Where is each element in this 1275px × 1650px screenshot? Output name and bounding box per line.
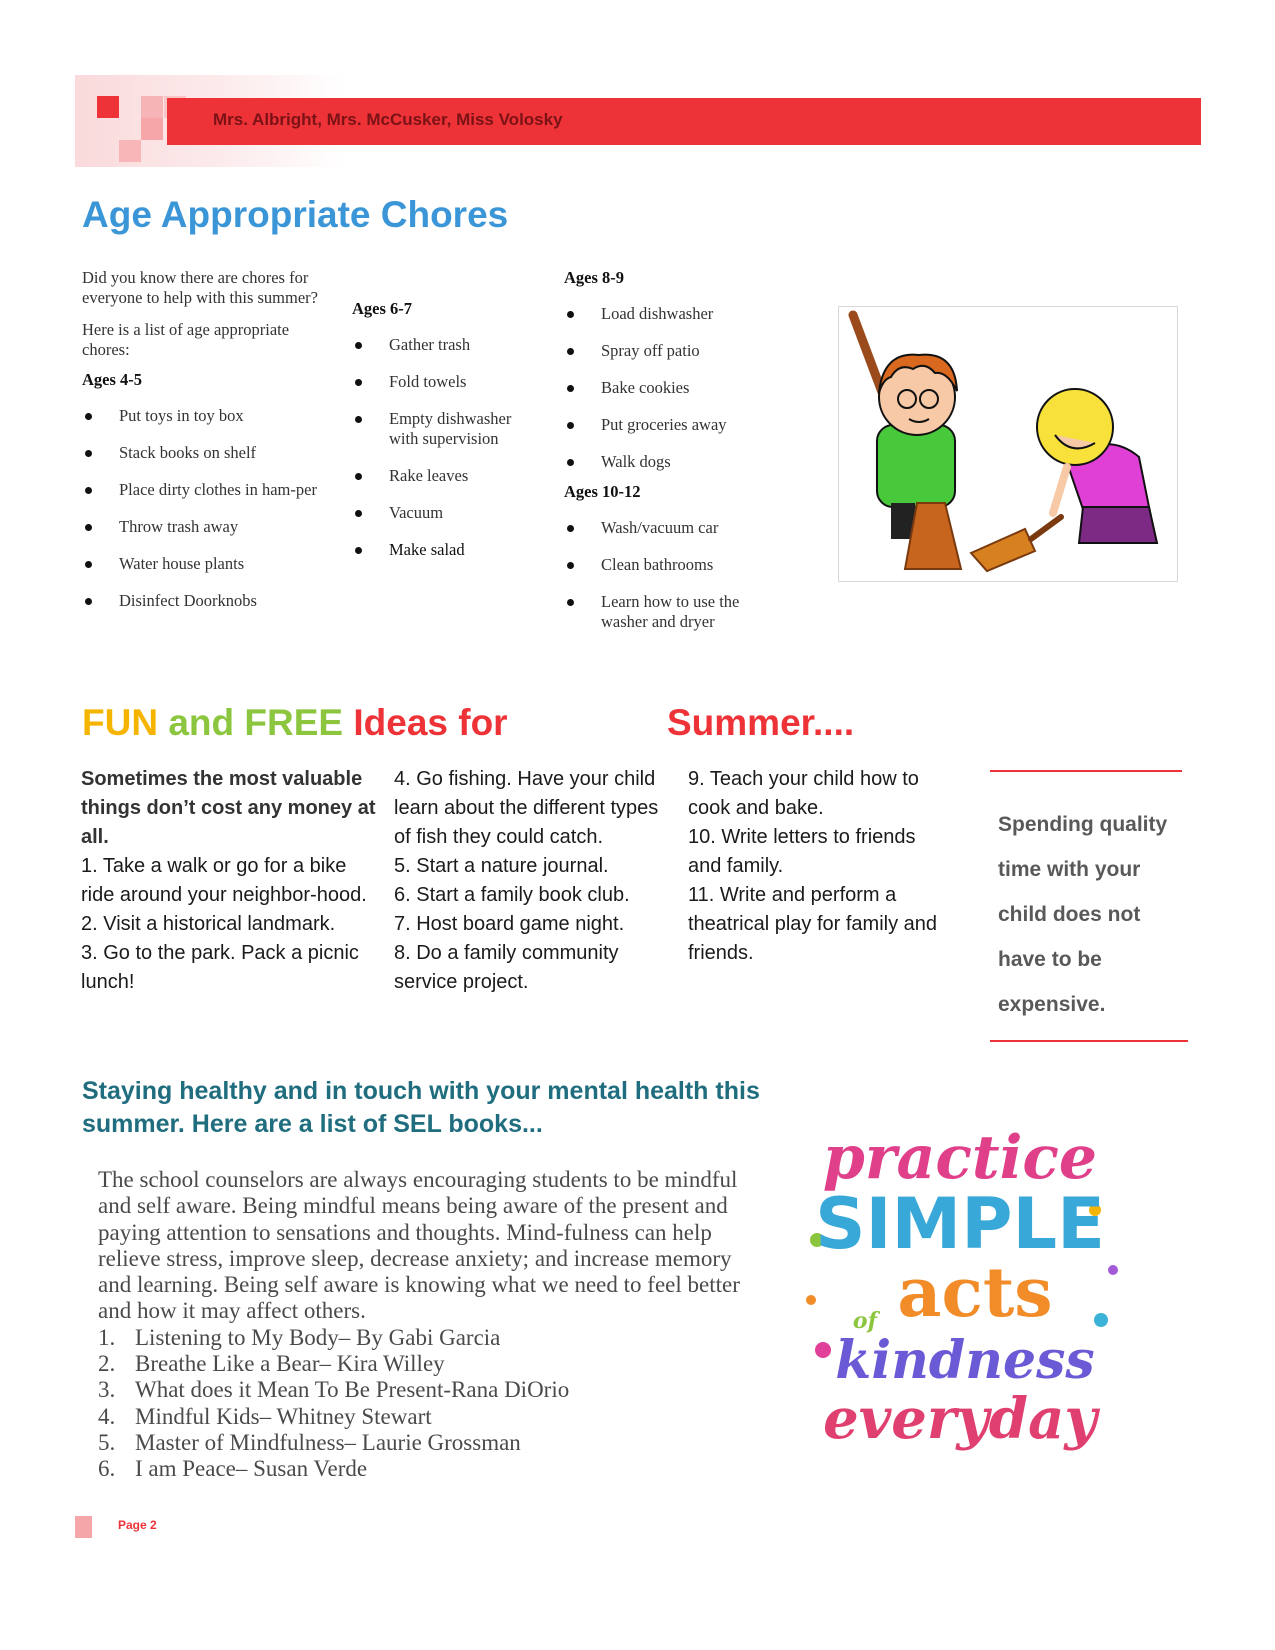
chores-list-ages-6-7	[352, 335, 542, 560]
art-word-acts: acts	[897, 1253, 1053, 1333]
list-item: Spray off patio	[564, 341, 789, 361]
art-word-practice: practice	[822, 1123, 1098, 1193]
idea-item: 2. Visit a historical landmark.	[81, 913, 336, 935]
header-names: Mrs. Albright, Mrs. McCusker, Miss Volosky	[213, 110, 563, 129]
book-title: I am Peace– Susan Verde	[135, 1456, 368, 1482]
chores-list-ages-10-12	[564, 518, 789, 632]
book-number: 1.	[98, 1324, 116, 1350]
idea-item: 3. Go to the park. Pack a picnic lunch!	[81, 942, 359, 993]
list-item: Wash/vacuum car	[564, 518, 789, 538]
group-label-ages-10-12: Ages 10-12	[564, 482, 641, 501]
group-label-ages-4-5: Ages 4-5	[82, 370, 143, 389]
idea-item: 10. Write letters to friends and family.	[688, 826, 916, 877]
list-item: Disinfect Doorknobs	[82, 591, 327, 611]
chores-col-ages-8-12	[564, 268, 789, 649]
kids-sweeping-illustration	[838, 306, 1178, 582]
kids-sweeping-drawing	[839, 307, 1177, 581]
book-number: 5.	[98, 1429, 116, 1455]
fun-ideas-col-1	[81, 765, 381, 997]
idea-item: 7. Host board game night.	[394, 913, 625, 935]
art-word-simple: SIMPLE	[815, 1183, 1105, 1265]
list-item: Bake cookies	[564, 378, 789, 398]
idea-item: 8. Do a family community service project.	[394, 942, 619, 993]
book-title: What does it Mean To Be Present-Rana DiOrio	[135, 1377, 570, 1403]
idea-item: 9. Teach your child how to cook and bake.	[688, 768, 919, 819]
list-item: Place dirty clothes in ham-per	[82, 480, 327, 500]
title-word-summer: Summer....	[667, 702, 855, 743]
idea-item: 4. Go fishing. Have your child learn about the different types of fish they could catch.	[394, 768, 659, 848]
book-title: Breathe Like a Bear– Kira Willey	[135, 1351, 445, 1377]
list-item	[98, 1351, 758, 1377]
fun-ideas-col-3	[688, 765, 938, 968]
list-item: Empty dishwasher with supervision	[352, 409, 542, 449]
sel-body	[98, 1167, 758, 1483]
title-word-free: FREE	[244, 702, 344, 743]
fun-ideas-lead: Sometimes the most valuable things don’t cost any money at all.	[81, 768, 376, 848]
kindness-lettering-art	[795, 1120, 1125, 1460]
sel-paragraph: The school counselors are always encouraging students to be mindful and self aware. Being mindful means being aware of the present and paying attention to sensations and thoughts. Mind-fulness can help relieve stress, improve sleep, decrease anxiety; and increase memory and learning. Being self aware is knowing what we need to feel better and how it may affect others.	[98, 1167, 740, 1324]
fun-ideas-title	[82, 702, 508, 744]
list-item: Walk dogs	[564, 452, 789, 472]
pull-quote: Spending quality time with your child does not have to be expensive.	[998, 813, 1168, 1016]
list-item: Water house plants	[82, 554, 327, 574]
quote-bottom-rule	[990, 1040, 1188, 1042]
list-item: Load dishwasher	[564, 304, 789, 324]
list-item: Put toys in toy box	[82, 406, 327, 426]
header-square	[119, 140, 141, 162]
idea-item: 1. Take a walk or go for a bike ride around your neighbor-hood.	[81, 855, 367, 906]
group-label-ages-8-9: Ages 8-9	[564, 268, 625, 287]
list-item: Throw trash away	[82, 517, 327, 537]
chores-list-ages-4-5	[82, 406, 327, 611]
idea-item: 5. Start a nature journal.	[394, 855, 609, 877]
book-title: Listening to My Body– By Gabi Garcia	[135, 1324, 501, 1350]
list-item	[98, 1377, 758, 1403]
group-label-ages-6-7: Ages 6-7	[352, 299, 413, 318]
book-number: 4.	[98, 1403, 116, 1429]
chores-title: Age Appropriate Chores	[82, 194, 509, 235]
list-item: Put groceries away	[564, 415, 789, 435]
list-item: Fold towels	[352, 372, 542, 392]
title-word-ideas: Ideas for	[343, 702, 508, 743]
header-square	[141, 118, 163, 140]
sel-heading: Staying healthy and in touch with your mental health this summer. Here are a list of SEL books...	[82, 1077, 760, 1138]
kindness-lettering-drawing	[795, 1120, 1125, 1460]
intro-text-1: Did you know there are chores for everyone to help with this summer?	[82, 268, 318, 307]
idea-item: 6. Start a family book club.	[394, 884, 630, 906]
list-item: Stack books on shelf	[82, 443, 327, 463]
chores-intro	[82, 268, 327, 628]
book-number: 6.	[98, 1456, 116, 1482]
list-item: Gather trash	[352, 335, 542, 355]
footer-square	[75, 1516, 92, 1538]
title-word-and: and	[158, 702, 245, 743]
art-word-kindness: kindness	[835, 1330, 1095, 1391]
quote-top-rule	[990, 770, 1182, 772]
book-title: Mindful Kids– Whitney Stewart	[135, 1403, 432, 1429]
title-word-fun: FUN	[82, 702, 159, 743]
book-title: Master of Mindfulness– Laurie Grossman	[135, 1429, 521, 1455]
sel-book-list	[98, 1325, 758, 1483]
chores-col-ages-6-7	[352, 299, 542, 577]
page-number: Page 2	[118, 1518, 157, 1532]
list-item: Make salad	[352, 540, 542, 560]
art-word-of: of	[852, 1308, 878, 1334]
book-number: 2.	[98, 1351, 116, 1377]
book-number: 3.	[98, 1377, 116, 1403]
list-item	[98, 1325, 758, 1351]
list-item: Clean bathrooms	[564, 555, 789, 575]
idea-item: 11. Write and perform a theatrical play for family and friends.	[688, 884, 938, 964]
fun-ideas-col-2	[394, 765, 666, 997]
list-item	[98, 1456, 758, 1482]
list-item	[98, 1430, 758, 1456]
list-item: Vacuum	[352, 503, 542, 523]
intro-text-2: Here is a list of age appropriate chores:	[82, 320, 290, 359]
list-item: Rake leaves	[352, 466, 542, 486]
chores-list-ages-8-9	[564, 304, 789, 472]
art-word-everyday: everyday	[823, 1386, 1097, 1452]
header-square	[97, 96, 119, 118]
header-square	[141, 96, 163, 118]
list-item: Learn how to use the washer and dryer	[564, 592, 789, 632]
list-item	[98, 1404, 758, 1430]
